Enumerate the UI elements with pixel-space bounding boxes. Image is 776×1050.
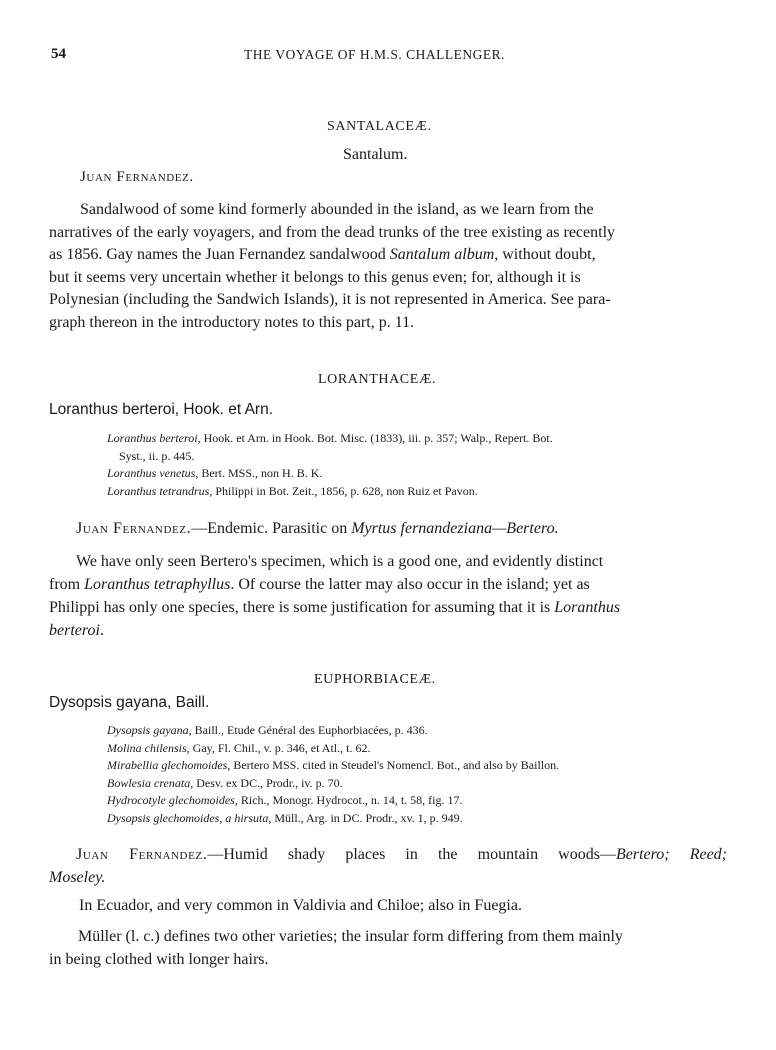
species-loranthus-berteroi: Loranthus berteroi, Hook. et Arn. [49, 401, 274, 418]
text-line: narratives of the early voyagers, and from the dead trunks of the tree existing as recently [49, 223, 616, 241]
species-dysopsis-gayana: Dysopsis gayana, Baill. [49, 694, 210, 711]
page-number: 54 [51, 46, 66, 62]
text-line: Philippi has only one species, there is some justification for assuming that it is Loranthus [49, 599, 621, 616]
locality-loranthus: Juan Fernandez.—Endemic. Parasitic on Myrtus fernandeziana—Bertero. [76, 520, 559, 537]
text-line: from Loranthus tetraphyllus. Of course the latter may also occur in the island; yet as [49, 576, 590, 593]
synonymy-loranthus [107, 430, 553, 500]
text-line: Polynesian (including the Sandwich Islands), it is not represented in America. See para- [49, 291, 611, 309]
synonym-line: Loranthus venetus, Bert. MSS., non H. B. K. [107, 466, 323, 480]
paragraph-loranthus [49, 550, 727, 642]
paragraph-distribution: In Ecuador, and very common in Valdivia and Chiloe; also in Fuegia. [79, 897, 522, 914]
synonym-line: Loranthus tetrandrus, Philippi in Bot. Zeit., 1856, p. 628, non Ruiz et Pavon. [107, 483, 478, 498]
synonym-line: Dysopsis gayana, Baill., Etude Général des Euphorbiacées, p. 436. [107, 723, 428, 737]
text-line: berteroi. [49, 622, 104, 639]
text-line: in being clothed with longer hairs. [49, 951, 269, 968]
family-heading-loranthaceae: LORANTHACEÆ. [318, 372, 437, 387]
synonym-line: Hydrocotyle glechomoides, Rich., Monogr. Hydrocot., n. 14, t. 58, fig. 17. [107, 793, 463, 807]
text-line: Sandalwood of some kind formerly abounded in the island, as we learn from the [80, 201, 594, 218]
genus-heading-santalum: Santalum. [343, 146, 408, 163]
paragraph-varieties [49, 925, 727, 971]
text-line: Juan Fernandez.—Humid shady places in the mountain woods—Bertero; Reed; [76, 846, 727, 863]
synonym-line: Molina chilensis, Gay, Fl. Chil., v. p. 346, et Atl., t. 62. [107, 740, 371, 755]
family-heading-santalaceae: SANTALACEÆ. [327, 119, 432, 134]
synonym-line: Loranthus berteroi, Hook. et Arn. in Hook. Bot. Misc. (1833), iii. p. 357; Walp., Repert. Bot. [107, 431, 553, 445]
synonymy-dysopsis [107, 722, 559, 827]
running-title: THE VOYAGE OF H.M.S. CHALLENGER. [244, 47, 506, 62]
text-line: but it seems very uncertain whether it belongs to this genus even; for, although it is [49, 268, 581, 286]
synonym-line: Dysopsis glechomoides, a hirsuta, Müll., Arg. in DC. Prodr., xv. 1, p. 949. [107, 810, 463, 825]
paragraph-santalum [49, 199, 725, 335]
text-line: Moseley. [49, 869, 106, 886]
text-line: We have only seen Bertero's specimen, which is a good one, and evidently distinct [76, 553, 604, 570]
synonym-line: Syst., ii. p. 445. [119, 448, 195, 463]
text-line: as 1856. Gay names the Juan Fernandez sandalwood Santalum album, without doubt, [49, 246, 596, 264]
locality-santalum: Juan Fernandez. [80, 169, 194, 185]
synonym-line: Mirabellia glechomoides, Bertero MSS. cited in Steudel's Nomencl. Bot., and also by Baillon. [107, 758, 560, 772]
synonym-line: Bowlesia crenata, Desv. ex DC., Prodr., iv. p. 70. [107, 775, 343, 790]
text-line: graph thereon in the introductory notes to this part, p. 11. [49, 313, 415, 331]
locality-dysopsis [49, 843, 727, 889]
family-heading-euphorbiaceae: EUPHORBIACEÆ. [314, 672, 436, 687]
text-line: Müller (l. c.) defines two other varieties; the insular form differing from them mainly [78, 928, 623, 945]
